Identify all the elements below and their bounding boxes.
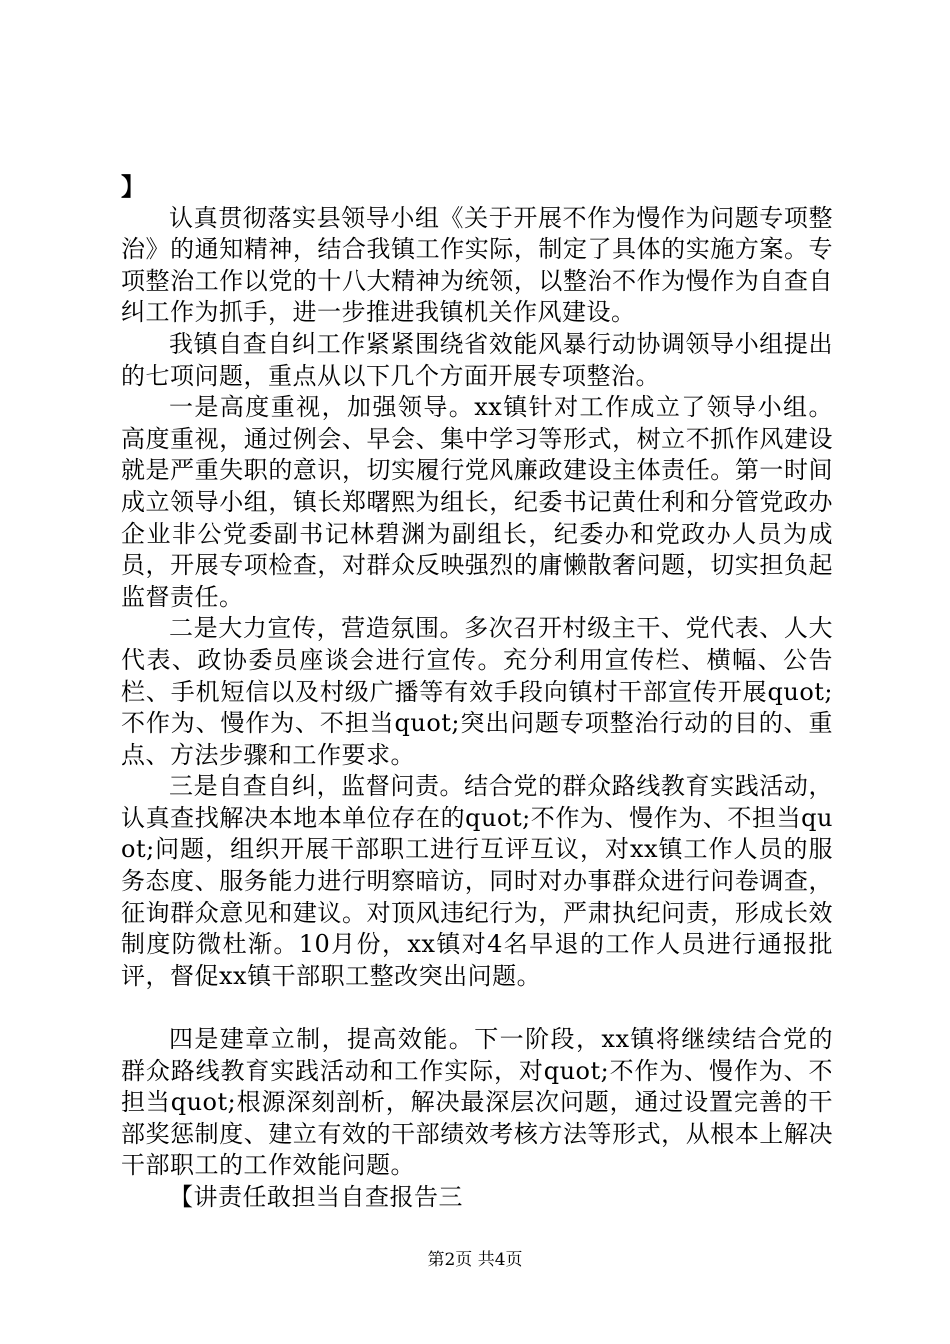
closing-bracket: 】 bbox=[121, 172, 146, 201]
page-footer: 第2页 共4页 bbox=[427, 1250, 523, 1270]
paragraph-point-three: 三是自查自纠，监督问责。结合党的群众路线教育实践活动，认真查找解决本地本单位存在的quot;不作为、慢作为、不担当quot;问题，组织开展干部职工进行互评互议，对xx镇工作人员的服务态度、服务能力进行明察暗访，同时对办事群众进行问卷调查，征询群众意见和建议。对顶风违纪行为，严肃执纪问责，形成长效制度防微杜渐。10月份，xx镇对4名早退的工作人员进行通报批评，督促xx镇干部职工整改突出问题。 bbox=[121, 772, 833, 990]
paragraph-point-two: 二是大力宣传，营造氛围。多次召开村级主干、党代表、人大代表、政协委员座谈会进行宣传。充分利用宣传栏、横幅、公告栏、手机短信以及村级广播等有效手段向镇村干部宣传开展quot;不作为、慢作为、不担当quot;突出问题专项整治行动的目的、重点、方法步骤和工作要求。 bbox=[121, 614, 833, 769]
paragraph-point-four: 四是建章立制，提高效能。下一阶段，xx镇将继续结合党的群众路线教育实践活动和工作实际，对quot;不作为、慢作为、不担当quot;根源深刻剖析，解决最深层次问题，通过设置完善的干部奖惩制度、建立有效的干部绩效考核方法等形式，从根本上解决干部职工的工作效能问题。 bbox=[121, 1025, 833, 1180]
paragraph-gap bbox=[121, 992, 833, 1024]
paragraph-intro: 认真贯彻落实县领导小组《关于开展不作为慢作为问题专项整治》的通知精神，结合我镇工作实际，制定了具体的实施方案。专项整治工作以党的十八大精神为统领，以整治不作为慢作为自查自纠工作为抓手，进一步推进我镇机关作风建设。 bbox=[121, 203, 833, 327]
section-heading: 【讲责任敢担当自查报告三 bbox=[169, 1183, 463, 1211]
document-body bbox=[121, 171, 833, 1214]
paragraph-scope: 我镇自查自纠工作紧紧围绕省效能风暴行动协调领导小组提出的七项问题，重点从以下几个方面开展专项整治。 bbox=[121, 329, 833, 390]
paragraph-point-one: 一是高度重视，加强领导。xx镇针对工作成立了领导小组。高度重视，通过例会、早会、集中学习等形式，树立不抓作风建设就是严重失职的意识，切实履行党风廉政建设主体责任。第一时间成立领导小组，镇长郑曙熙为组长，纪委书记黄仕利和分管党政办企业非公党委副书记林碧渊为副组长，纪委办和党政办人员为成员，开展专项检查，对群众反映强烈的庸懒散奢问题，切实担负起监督责任。 bbox=[121, 393, 833, 611]
